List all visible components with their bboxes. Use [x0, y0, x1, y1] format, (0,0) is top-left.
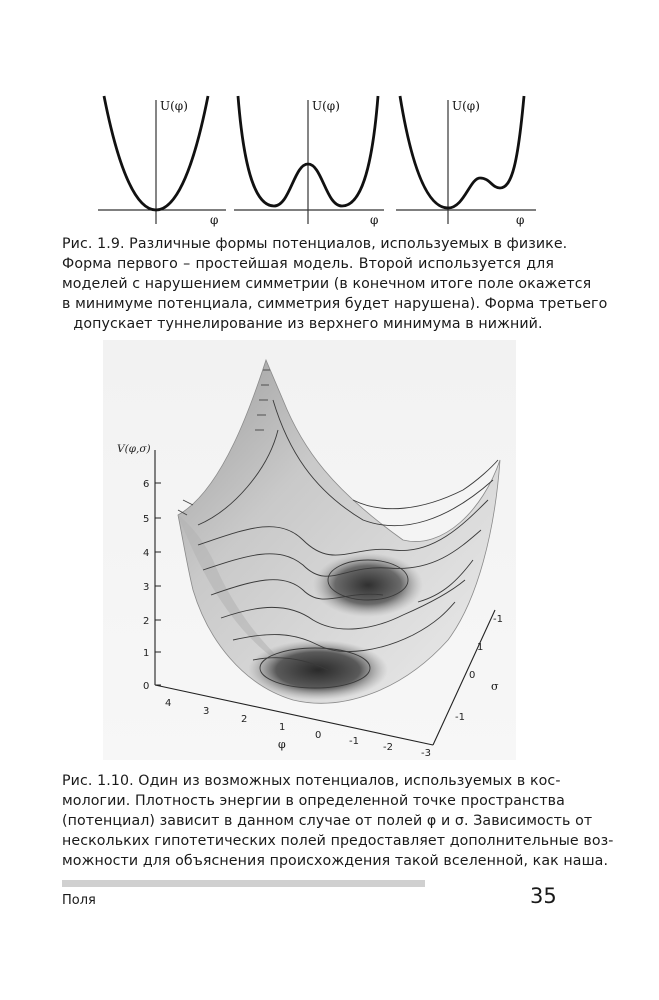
z-tick: 5 — [143, 514, 150, 525]
sigma-axis-label: σ — [491, 680, 499, 693]
caption-line: Форма первого – простейшая модель. Второй используется для — [62, 256, 554, 272]
caption-line: можности для объяснения происхождения такой вселенной, как наша. — [62, 853, 609, 869]
phi-tick: 0 — [315, 730, 322, 741]
lower-minimum — [248, 640, 388, 700]
phi-tick: -2 — [383, 742, 393, 753]
x-axis-label: φ — [210, 213, 219, 227]
y-axis-label: U(φ) — [312, 99, 340, 113]
sigma-tick: 0 — [469, 670, 476, 681]
phi-tick: 4 — [165, 698, 172, 709]
z-tick: 6 — [143, 479, 150, 490]
figure-1-9-caption — [62, 234, 608, 334]
phi-axis-label: φ — [278, 738, 286, 751]
caption-line: моделей с нарушением симметрии (в конечном итоге поле окажется — [62, 276, 592, 292]
surface-plot-3d — [103, 340, 516, 760]
x-axis-label: φ — [516, 213, 525, 227]
caption-line: Рис. 1.10. Один из возможных потенциалов, используемых в кос- — [62, 773, 561, 789]
footer-rule — [62, 880, 425, 887]
phi-tick: -1 — [349, 736, 359, 747]
phi-tick: 1 — [279, 722, 286, 733]
sigma-tick: -1 — [493, 614, 503, 625]
z-tick: 4 — [143, 548, 150, 559]
phi-tick: 3 — [203, 706, 210, 717]
z-tick: 0 — [143, 681, 150, 692]
figure-1-10-caption — [62, 771, 614, 871]
plot-asymmetric-double-well — [396, 92, 536, 227]
phi-tick: -3 — [421, 748, 431, 759]
sigma-tick: 1 — [477, 642, 484, 653]
running-footer-section: Поля — [62, 893, 96, 908]
plot-single-well — [98, 92, 226, 227]
z-tick: 2 — [143, 616, 150, 627]
caption-line: Рис. 1.9. Различные формы потенциалов, используемых в физике. — [62, 236, 568, 252]
x-axis-label: φ — [370, 213, 379, 227]
caption-line: нескольких гипотетических полей предоставляет дополнительные воз- — [62, 833, 614, 849]
sigma-tick: -1 — [455, 712, 465, 723]
y-axis-label: U(φ) — [160, 99, 188, 113]
phi-tick: 2 — [241, 714, 248, 725]
z-tick: 1 — [143, 648, 150, 659]
z-axis-label: V(φ,σ) — [117, 443, 151, 455]
caption-line: (потенциал) зависит в данном случае от полей φ и σ. Зависимость от — [62, 813, 593, 829]
caption-line: мологии. Плотность энергии в определенной точке пространства — [62, 793, 565, 809]
caption-line: в минимуме потенциала, симметрия будет нарушена). Форма третьего — [62, 296, 608, 312]
caption-line: допускает туннелирование из верхнего минимума в нижний. — [73, 316, 543, 332]
z-tick: 3 — [143, 582, 150, 593]
y-axis-label: U(φ) — [452, 99, 480, 113]
plot-symmetric-double-well — [234, 92, 384, 227]
page-number: 35 — [530, 884, 557, 908]
